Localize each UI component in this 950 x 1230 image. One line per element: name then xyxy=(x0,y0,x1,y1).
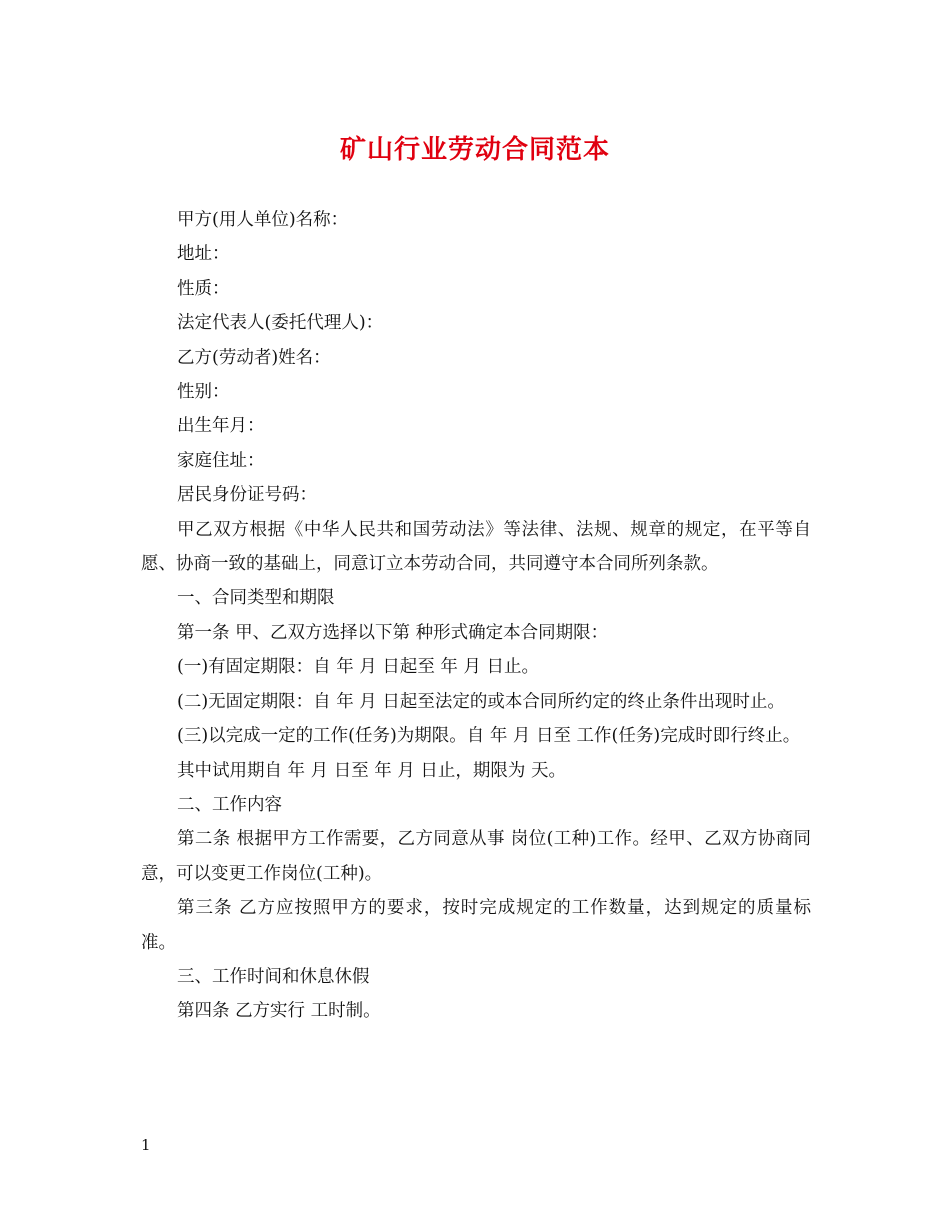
paragraph-preamble: 甲乙双方根据《中华人民共和国劳动法》等法律、法规、规章的规定，在平等自愿、协商一致的基础上，同意订立本劳动合同，共同遵守本合同所列条款。 xyxy=(141,519,811,575)
paragraph-id-number: 居民身份证号码： xyxy=(177,485,317,506)
paragraph-party-b-name: 乙方(劳动者)姓名： xyxy=(177,347,331,368)
article-2: 第二条 根据甲方工作需要，乙方同意从事 岗位(工种)工作。经甲、乙双方协商同意，可以变更工作岗位(工种)。 xyxy=(141,829,811,884)
article-1-option-1: (一)有固定期限：自 年 月 日起至 年 月 日止。 xyxy=(177,657,540,678)
paragraph-nature: 性质： xyxy=(177,278,230,299)
paragraph-legal-representative: 法定代表人(委托代理人)： xyxy=(177,313,384,334)
article-4: 第四条 乙方实行 工时制。 xyxy=(177,1001,381,1022)
section-heading-contract-type: 一、合同类型和期限 xyxy=(177,588,335,609)
article-1-option-3: (三)以完成一定的工作(任务)为期限。自 年 月 日至 工作(任务)完成时即行终止。 xyxy=(177,726,801,747)
article-1-option-2: (二)无固定期限：自 年 月 日起至法定的或本合同所约定的终止条件出现时止。 xyxy=(177,691,785,712)
paragraph-probation: 其中试用期自 年 月 日至 年 月 日止，期限为 天。 xyxy=(177,760,566,781)
paragraph-birth-date: 出生年月： xyxy=(177,416,265,437)
paragraph-gender: 性别： xyxy=(177,382,230,403)
paragraph-address: 地址： xyxy=(177,244,230,265)
section-heading-work-hours: 三、工作时间和休息休假 xyxy=(177,966,370,987)
section-heading-work-content: 二、工作内容 xyxy=(177,794,282,815)
document-body xyxy=(141,203,811,1029)
article-3: 第三条 乙方应按照甲方的要求，按时完成规定的工作数量，达到规定的质量标准。 xyxy=(141,898,811,953)
paragraph-party-a-name: 甲方(用人单位)名称： xyxy=(177,210,349,230)
article-1: 第一条 甲、乙双方选择以下第 种形式确定本合同期限： xyxy=(177,622,609,643)
paragraph-home-address: 家庭住址： xyxy=(177,450,265,471)
page-number: 1 xyxy=(141,1136,151,1154)
document-title: 矿山行业劳动合同范本 xyxy=(339,135,610,165)
